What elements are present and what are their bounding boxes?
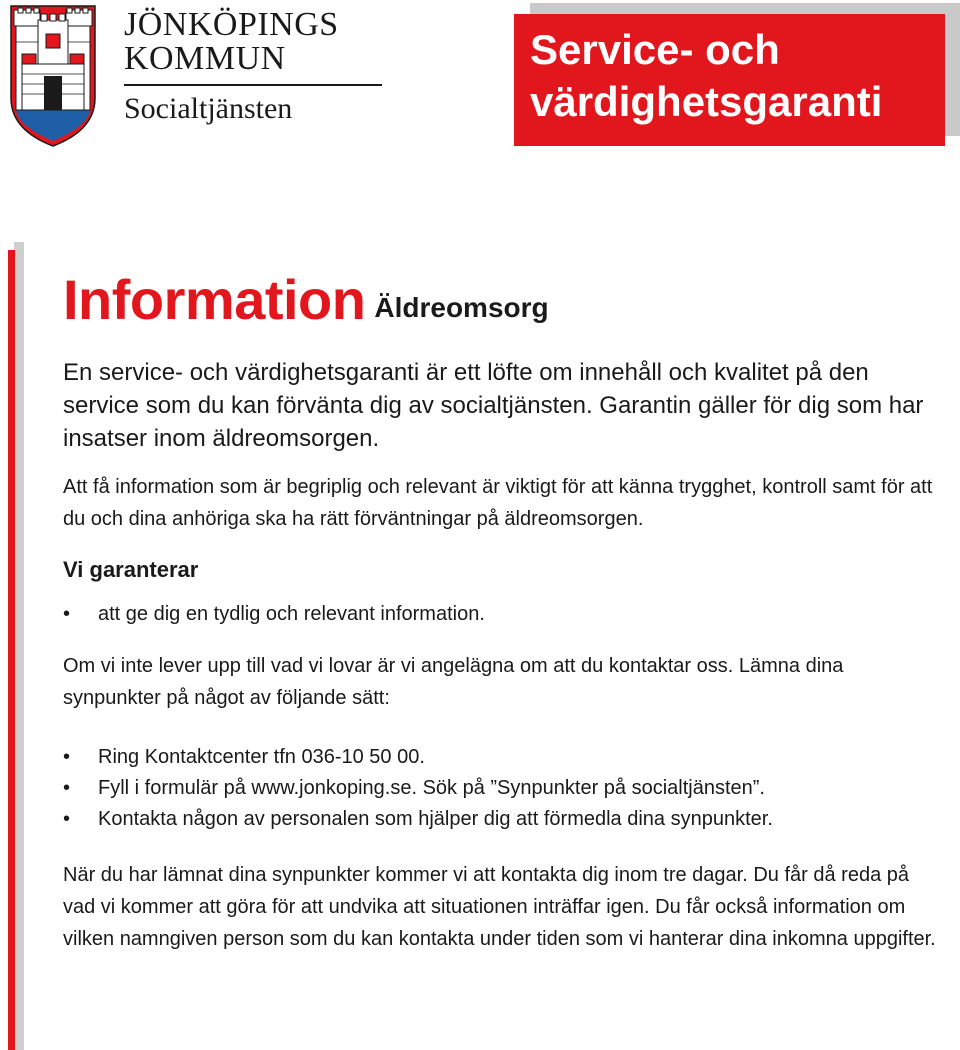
org-name-line1: JÖNKÖPINGS [124, 6, 339, 43]
list-item [63, 804, 943, 835]
guarantee-banner [514, 14, 945, 146]
bullet-icon: • [63, 777, 71, 799]
contact-list [63, 742, 943, 835]
list-item [63, 599, 943, 630]
org-name-line2: KOMMUN [124, 40, 286, 77]
contact-text: Fyll i formulär på www.jonkoping.se. Sök på ”Synpunkter på socialtjänsten”. [98, 777, 765, 799]
coat-of-arms-logo [8, 2, 98, 148]
bullet-icon: • [63, 603, 71, 625]
banner-line2: värdighetsgaranti [530, 78, 883, 125]
title-subtitle: Äldreomsorg [374, 292, 549, 323]
accent-bar-shadow [14, 242, 24, 1050]
banner-line1: Service- och [530, 26, 780, 73]
accent-bar [8, 250, 15, 1050]
title-information: Information [63, 268, 366, 331]
page-title [63, 268, 943, 332]
organization-name [124, 8, 382, 126]
main-content [63, 268, 943, 955]
bullet-icon: • [63, 746, 71, 768]
department-name: Socialtjänsten [124, 91, 293, 125]
list-item [63, 742, 943, 773]
list-item [63, 773, 943, 804]
bullet-icon: • [63, 808, 71, 830]
org-divider [124, 84, 382, 86]
information-paragraph: Att få information som är begriplig och relevant är viktigt för att känna trygghet, kontroll samt för att du och dina anhöriga ska ha rätt förväntningar på äldreomsorgen. [63, 476, 933, 530]
feedback-paragraph: Om vi inte lever upp till vad vi lovar är vi angelägna om att du kontaktar oss. Lämna dina synpunkter på något av följande sätt: [63, 655, 844, 709]
guarantee-list [63, 599, 943, 630]
followup-paragraph: När du har lämnat dina synpunkter kommer vi att kontakta dig inom tre dagar. Du får då reda på vad vi kommer att göra för att undvika att situationen inträffar igen. Du får också information om vilken namngiven person som du kan kontakta under tiden som vi hanterar dina inkomna uppgifter. [63, 864, 936, 950]
contact-text: Ring Kontaktcenter tfn 036-10 50 00. [98, 746, 425, 768]
guarantee-text: att ge dig en tydlig och relevant information. [98, 603, 485, 625]
contact-text: Kontakta någon av personalen som hjälper dig att förmedla dina synpunkter. [98, 808, 773, 830]
guarantee-heading: Vi garanterar [63, 557, 199, 582]
intro-paragraph: En service- och värdighetsgaranti är ett löfte om innehåll och kvalitet på den service som du kan förvänta dig av socialtjänsten. Garantin gäller för dig som har insatser inom äldreomsorgen. [63, 359, 924, 452]
